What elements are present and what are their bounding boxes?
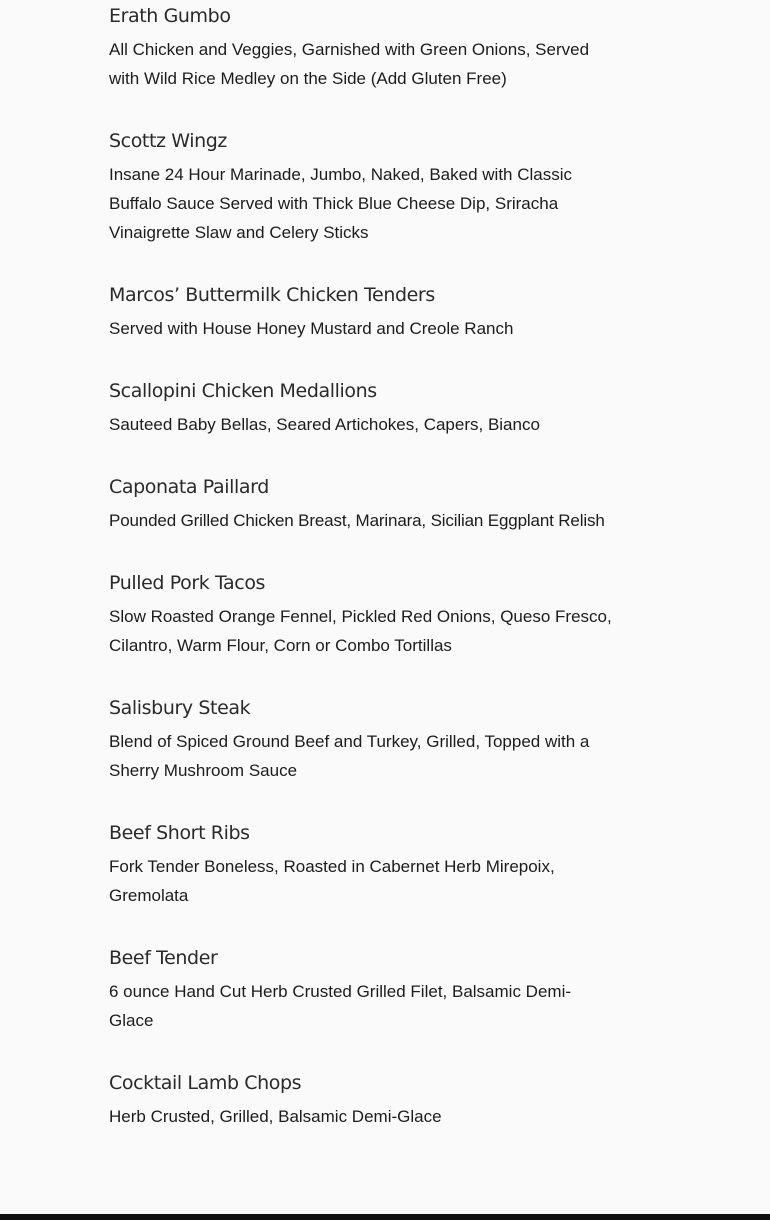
- menu-item-description: 6 ounce Hand Cut Herb Crusted Grilled Filet, Balsamic Demi-Glace: [109, 982, 572, 1030]
- menu-item-description: All Chicken and Veggies, Garnished with Green Onions, Served with Wild Rice Medley on the Side (Add Gluten Free): [109, 40, 590, 88]
- menu-item-scottz-wingz: [109, 128, 619, 247]
- menu-item-scallopini-chicken: [109, 378, 619, 439]
- menu-item-description: Pounded Grilled Chicken Breast, Marinara, Sicilian Eggplant Relish: [109, 511, 605, 530]
- menu-item-cocktail-lamb-chops: [109, 1070, 619, 1131]
- menu-item-name: Erath Gumbo: [109, 5, 231, 27]
- menu-item-beef-tender: [109, 945, 619, 1035]
- menu-item-name: Salisbury Steak: [109, 697, 251, 719]
- footer-divider: [0, 1214, 770, 1220]
- menu-item-description: Herb Crusted, Grilled, Balsamic Demi-Glace: [109, 1107, 442, 1126]
- menu-item-name: Marcos’ Buttermilk Chicken Tenders: [109, 284, 435, 306]
- menu-item-name: Scottz Wingz: [109, 130, 227, 152]
- menu-item-name: Caponata Paillard: [109, 476, 269, 498]
- menu-item-erath-gumbo: [109, 3, 619, 93]
- menu-item-pulled-pork-tacos: [109, 570, 619, 660]
- menu-item-description: Blend of Spiced Ground Beef and Turkey, Grilled, Topped with a Sherry Mushroom Sauce: [109, 732, 590, 780]
- menu-item-chicken-tenders: [109, 282, 619, 343]
- menu-item-beef-short-ribs: [109, 820, 619, 910]
- menu-item-name: Scallopini Chicken Medallions: [109, 380, 377, 402]
- menu-item-name: Cocktail Lamb Chops: [109, 1072, 302, 1094]
- menu-item-caponata-paillard: [109, 474, 619, 535]
- menu-item-salisbury-steak: [109, 695, 619, 785]
- menu-item-name: Pulled Pork Tacos: [109, 572, 266, 594]
- menu-item-description: Insane 24 Hour Marinade, Jumbo, Naked, Baked with Classic Buffalo Sauce Served with Thick Blue Cheese Dip, Sriracha Vinaigrette Slaw and Celery Sticks: [109, 165, 573, 242]
- menu-item-description: Slow Roasted Orange Fennel, Pickled Red Onions, Queso Fresco, Cilantro, Warm Flour, Corn or Combo Tortillas: [109, 607, 612, 655]
- menu-item-description: Sauteed Baby Bellas, Seared Artichokes, Capers, Bianco: [109, 415, 540, 434]
- menu-item-name: Beef Tender: [109, 947, 218, 969]
- menu-item-description: Fork Tender Boneless, Roasted in Cabernet Herb Mirepoix, Gremolata: [109, 857, 555, 905]
- menu-item-name: Beef Short Ribs: [109, 822, 250, 844]
- menu-item-description: Served with House Honey Mustard and Creole Ranch: [109, 319, 514, 338]
